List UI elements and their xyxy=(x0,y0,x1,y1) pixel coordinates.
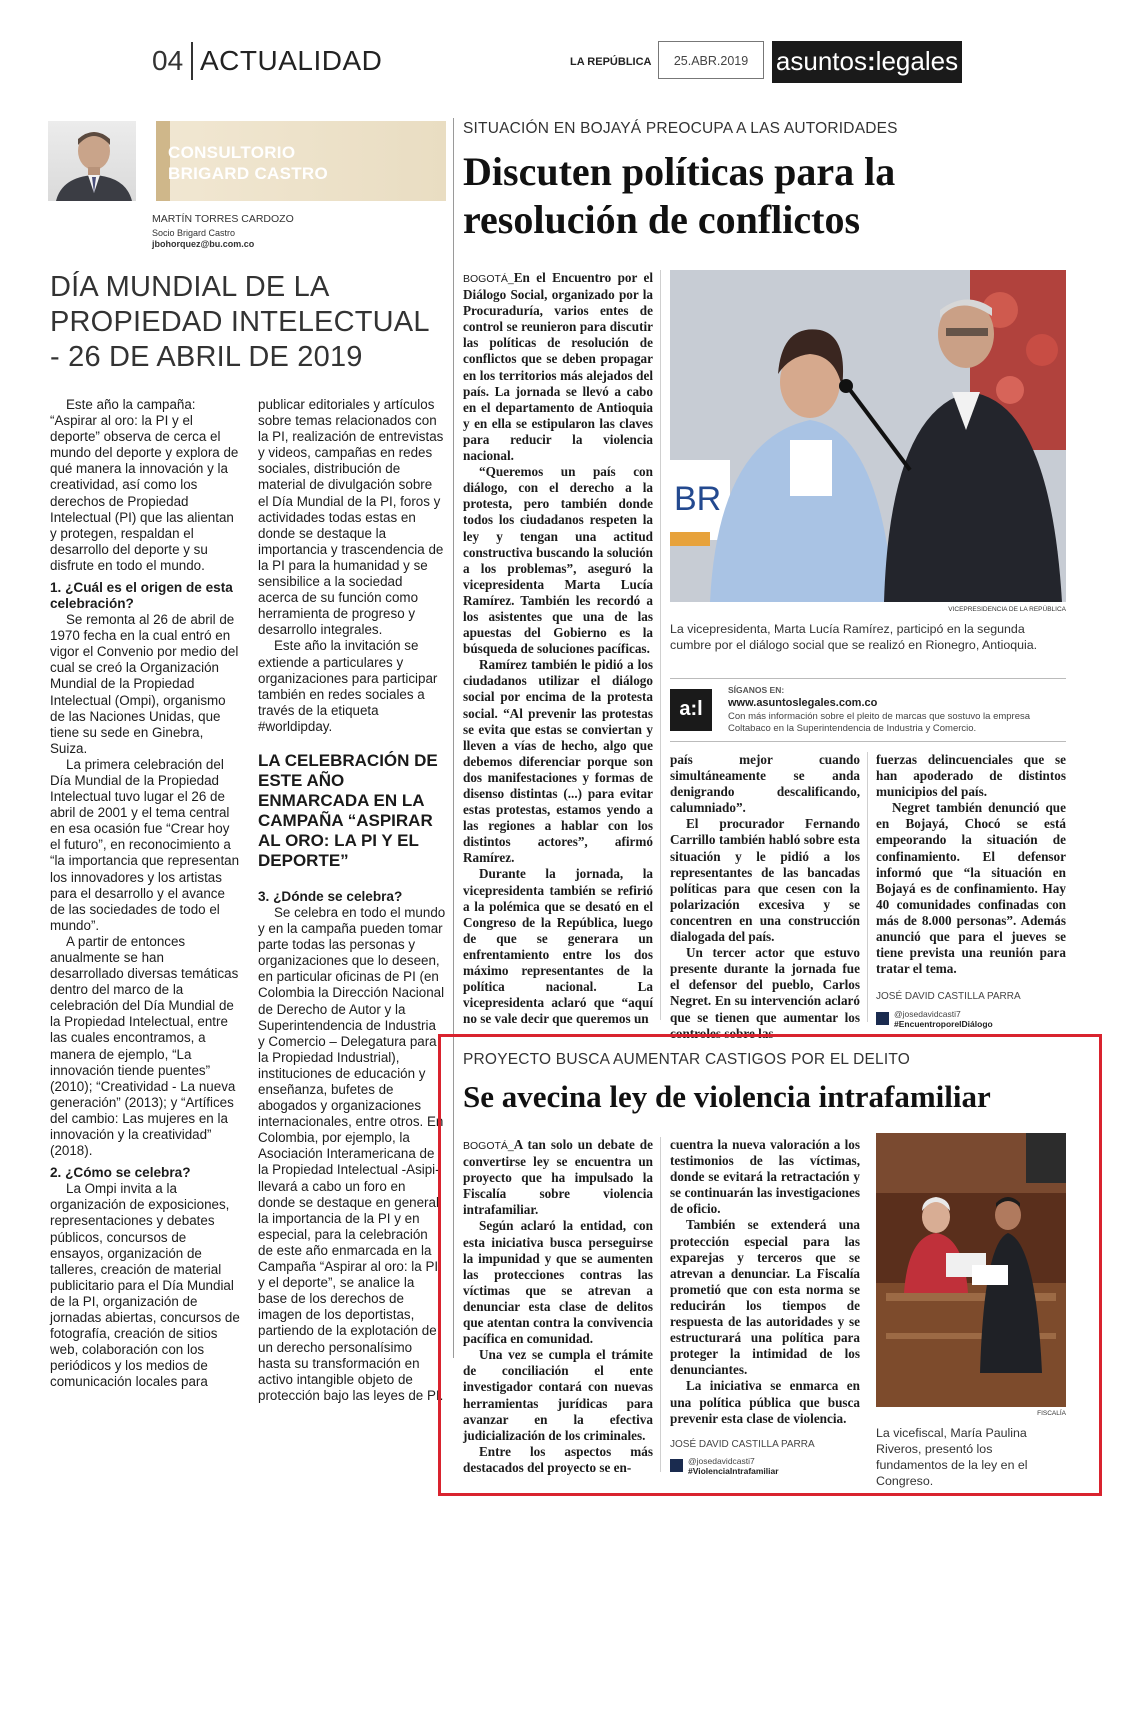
promo-url[interactable]: www.asuntoslegales.com.co xyxy=(728,697,878,709)
story1-byline: JOSÉ DAVID CASTILLA PARRA xyxy=(876,991,1021,1003)
promo-box xyxy=(670,678,1066,742)
press-conference-photo-icon xyxy=(670,270,1066,602)
section-title: ACTUALIDAD xyxy=(200,45,383,76)
paragraph: Según aclaró la entidad, con esta iniciativa busca perseguirse la impunidad y que se aumenten las protecciones contras las víctimas que se atrevan a denunciar esta clase de delitos que atentan contra la convivencia pacífica en comunidad. xyxy=(463,1218,653,1347)
paragraph: Ramírez también le pidió a los ciudadanos utilizar el diálogo social por encima de la protesta social. “Al prevenir las protestas se evita que estas se conviertan y lleven a vías de hecho, algo que debemos diferenciar porque son dos manifestaciones y formas de disenso distintas (...) para evitar estas protestas, estamos yendo a las regiones a hablar con los distintos actores”, afirmó Ramírez. xyxy=(463,657,653,866)
story1-hashtag[interactable]: #EncuentroporelDiálogo xyxy=(894,1019,993,1030)
paragraph: publicar editoriales y artículos sobre temas relacionados con la PI, realización de entrevistas y videos, campañas en redes sociales, distribución de material de divulgación sobre el Día Mundial de la PI, foros y actividades todas estas en donde se destaque la importancia y trascendencia de la PI para la humanidad y se sensibilice a la sociedad acerca de su función como herramienta de progreso y desarrollo integrales. xyxy=(258,397,444,638)
social-icon xyxy=(670,1459,683,1472)
paragraph: cuentra la nueva valoración a los testimonios de las víctimas, donde se evitará la retractación y se continuarán las investigaciones de oficio. xyxy=(670,1137,860,1217)
brand-logo xyxy=(772,41,962,83)
lead-text: En el Encuentro por el Diálogo Social, organizado por la Procuraduría, varios entes de control se reunieron para discutir las políticas de resolución de conflictos que se deben propagar en los territorios más alejados del país. La jornada se llevó a cabo en el departamento de Antioquia y en ella se estipularon las claves para reducir la violencia nacional. xyxy=(463,270,653,464)
story1-photo xyxy=(670,270,1066,602)
badge-line2: BRIGARD CASTRO xyxy=(168,164,329,183)
paragraph: Se remonta al 26 de abril de 1970 fecha en la cual entró en vigor el Convenio por medio del cual se creó la Organización Mundial de la Propiedad Intelectual (Ompi), organismo de las Naciones Unidas, que tiene su sede en Ginebra, Suiza. xyxy=(50,612,239,756)
story1-col-divider xyxy=(867,752,868,1022)
promo-label: SÍGANOS EN: xyxy=(728,685,785,695)
story2-col2 xyxy=(670,1137,860,1476)
paragraph xyxy=(463,270,653,464)
social-handle-row xyxy=(670,1456,860,1476)
column-title: DÍA MUNDIAL DE LA PROPIEDAD INTELECTUAL - 26 DE ABRIL DE 2019 xyxy=(50,271,429,373)
consultorio-badge xyxy=(156,121,446,201)
congress-hearing-photo-icon xyxy=(876,1133,1066,1407)
promo-text: Con más información sobre el pleito de marcas que sostuvo la empresa Coltabaco en la Superintendencia de Industria y Comercio. xyxy=(728,711,1031,734)
pullquote: LA CELEBRACIÓN DE ESTE AÑO ENMARCADA EN LA CAMPAÑA “ASPIRAR AL ORO: LA PI Y EL DEPORTE” xyxy=(258,750,438,870)
paragraph: Este año la invitación se extiende a particulares y organizaciones para participar también en redes sociales a través de la etiqueta #worldipday. xyxy=(258,638,438,734)
dateline: BOGOTÁ_ xyxy=(463,273,514,285)
story2-handle[interactable]: @josedavidcasti7 xyxy=(688,1455,755,1466)
social-icon xyxy=(876,1012,889,1025)
column-text-2 xyxy=(258,397,446,1404)
promo-logo: a:l xyxy=(670,689,712,731)
story2-photo-credit: FISCALÍA xyxy=(1037,1410,1066,1417)
story1-col2 xyxy=(670,752,860,1042)
story1-photo-credit: VICEPRESIDENCIA DE LA REPÚBLICA xyxy=(948,606,1066,613)
paragraph: La Ompi invita a la organización de exposiciones, representaciones y debates públicos, concursos de ensayos, organización de talleres, creación de material publicitario para el Día Mundial de la PI, organización de jornadas abiertas, concursos de fotografía, creación de sitios web, colaboración con los periódicos y los medios de comunicación locales para xyxy=(50,1181,240,1390)
author-role: Socio Brigard Castro xyxy=(152,228,236,238)
story2-photo xyxy=(876,1133,1066,1407)
story1-kicker: SITUACIÓN EN BOJAYÁ PREOCUPA A LAS AUTORIDADES xyxy=(463,120,898,137)
brand-right: legales xyxy=(875,46,959,76)
story2-kicker: PROYECTO BUSCA AUMENTAR CASTIGOS POR EL DELITO xyxy=(463,1051,911,1068)
author-email: jbohorquez@bu.com.co xyxy=(152,239,255,249)
story2-byline: JOSÉ DAVID CASTILLA PARRA xyxy=(670,1438,815,1450)
paragraph: Durante la jornada, la vicepresidenta también se refirió a la polémica que se desató en el Congreso de la República, luego de que se generara un enfrentamiento entre los dos máximo representantes de la política nacional. La vicepresidenta aclaró que “aquí no se vale decir que queremos un xyxy=(463,866,653,1027)
badge-line1: CONSULTORIO xyxy=(168,143,296,162)
story2-headline: Se avecina ley de violencia intrafamiliar xyxy=(463,1079,991,1114)
story2-photo-caption: La vicefiscal, María Paulina Riveros, presentó los fundamentos de la ley en el Congreso. xyxy=(876,1426,1028,1488)
dateline: BOGOTÁ_ xyxy=(463,1140,514,1152)
story1-col3 xyxy=(876,752,1066,1029)
author-portrait-icon xyxy=(48,121,136,201)
paragraph: Este año la campaña: “Aspirar al oro: la PI y el deporte” observa de cerca el mundo del deporte y explora de qué manera la innovación y la creatividad, así como los derechos de Propiedad Intelectual (PI) que las alientan y protegen, respaldan el desarrollo del deporte y su disfrute en todo el mundo. xyxy=(50,397,239,573)
paragraph: La primera celebración del Día Mundial de la Propiedad Intelectual tuvo lugar el 26 de abril de 2001 y el tema central en esa ocasión fue “Crear hoy el futuro”, en reconocimiento a “la importancia que representan los innovadores y los artistas para el desarrollo y el avance de las sociedades de todo el mundo”. xyxy=(50,756,240,933)
paragraph: Se celebra en todo el mundo y en la campaña pueden tomar parte todas las personas y organizaciones que lo deseen, en particular oficinas de PI (en Colombia la Dirección Nacional de Derecho de Autor y la Superintendencia de Industria y Comercio – Delegatura para la Propiedad Industrial), instituciones de educación y enseñanza, bufetes de abogados y organizaciones internacionales, entre otros. En Colombia, por ejemplo, la Asociación Interamericana de la Propiedad Intelectual -Asipi- llevará a cabo un foro en donde se destaque en general la importancia de la PI y en especial, para la celebración de este año enmarcada en la Campaña “Aspirar al oro: la PI y el deporte”, se analice la base de los derechos de imagen de los deportistas, partiendo de la explotación de un derecho personalísimo hasta su transformación en activo intangible objeto de protección bajo las leyes de PI. xyxy=(258,904,446,1403)
story1-handle[interactable]: @josedavidcasti7 xyxy=(894,1009,961,1020)
paragraph: Entre los aspectos más destacados del proyecto se en- xyxy=(463,1443,653,1475)
column-text-1 xyxy=(50,397,240,1390)
paragraph: Negret también denunció que en Bojayá, Chocó se está empeorando la situación de confinamiento. El defensor informó que “la situación en Bojayá es de confinamiento. Hay 40 comunidades confinadas con más de 8.000 personas”. Además anunció que para el jueves se tiene prevista una reunión para tratar el tema. xyxy=(876,800,1066,977)
story2-hashtag[interactable]: #ViolenciaIntrafamiliar xyxy=(688,1465,779,1476)
brand-left: asuntos xyxy=(775,46,867,76)
paragraph: Un tercer actor que estuvo presente durante la jornada fue el defensor del pueblo, Carlos Negret. En su intervención aclaró que se tienen que aumentar los controles sobre las xyxy=(670,945,860,1041)
author-name: MARTÍN TORRES CARDOZO xyxy=(152,213,294,225)
page-number: 04 xyxy=(152,45,184,76)
paragraph: A partir de entonces anualmente se han desarrollado diversas temáticas dentro del marco de la celebración del Día Mundial de la Propiedad Intelectual, entre las cuales encontramos, a manera de ejemplo, “La innovación tiende puentes” (2010); “Creatividad - La nueva generación” (2013); y “Artífices del cambio: Las mujeres en la innovación y la creatividad” (2018). xyxy=(50,933,239,1159)
author-photo xyxy=(48,121,136,201)
paragraph: país mejor cuando simultáneamente se anda denigrando descalificando, calumniado”. xyxy=(670,752,860,816)
paragraph: La iniciativa se enmarca en una política pública que busca prevenir esta clase de violencia. xyxy=(670,1378,860,1426)
brand-sep: : xyxy=(867,46,876,76)
paragraph: “Queremos un país con diálogo, con el derecho a la protesta, pero también donde todos los ciudadanos respeten la ley y tengan una actitud constructiva buscando la solución a los problemas”, aseguró la vicepresidenta Marta Lucía Ramírez. También les recordó a los asistentes que una de las apuestas del Gobierno es la búsqueda de soluciones pacíficas. xyxy=(463,464,653,657)
lead-text: A tan solo un debate de convertirse ley se encuentra un proyecto que ha impulsado la Fiscalía sobre violencia intrafamiliar. xyxy=(463,1137,653,1218)
story2-col1 xyxy=(463,1137,653,1476)
newspaper-name: LA REPÚBLICA xyxy=(570,56,652,68)
paragraph: También se extenderá una protección especial para las exparejas y terceros que se atrevan a denunciar. La Fiscalía prometió que con esta norma se reducirán los tiempos de respuesta de las autoridades y se estructurará una política para proteger la intimidad de los denunciantes. xyxy=(670,1217,860,1378)
svg-text:BR: BR xyxy=(674,480,722,518)
question-heading: 3. ¿Dónde se celebra? xyxy=(258,888,403,904)
paragraph: Una vez se cumpla el trámite de conciliación el ente investigador contará con nuevas herramientas jurídicas para avanzar en la efectiva judicialización de los criminales. xyxy=(463,1347,653,1443)
story2-col-divider xyxy=(660,1137,661,1472)
paragraph: fuerzas delincuenciales que se han apoderado de distintos municipios del país. xyxy=(876,752,1066,800)
header-divider xyxy=(191,42,193,80)
social-handle-row xyxy=(876,1009,1066,1029)
paragraph: El procurador Fernando Carrillo también habló sobre esta situación y le pidió a los representantes de las bancadas políticas para que cesen con la polarización excesiva y se concentren en una construcción dialogada del país. xyxy=(670,816,860,945)
story1-headline: Discuten políticas para la resolución de conflictos xyxy=(463,149,896,242)
question-heading: 1. ¿Cuál es el origen de esta celebración? xyxy=(50,580,233,612)
story1-col1 xyxy=(463,270,653,1027)
question-heading: 2. ¿Cómo se celebra? xyxy=(50,1165,191,1181)
masthead xyxy=(0,0,1122,90)
paragraph xyxy=(463,1137,653,1218)
story1-photo-caption: La vicepresidenta, Marta Lucía Ramírez, participó en la segunda cumbre por el diálogo social que se realizó en Rionegro, Antioquia. xyxy=(670,622,1038,652)
issue-date: 25.ABR.2019 xyxy=(658,41,764,79)
story1-col-divider xyxy=(660,270,661,1020)
